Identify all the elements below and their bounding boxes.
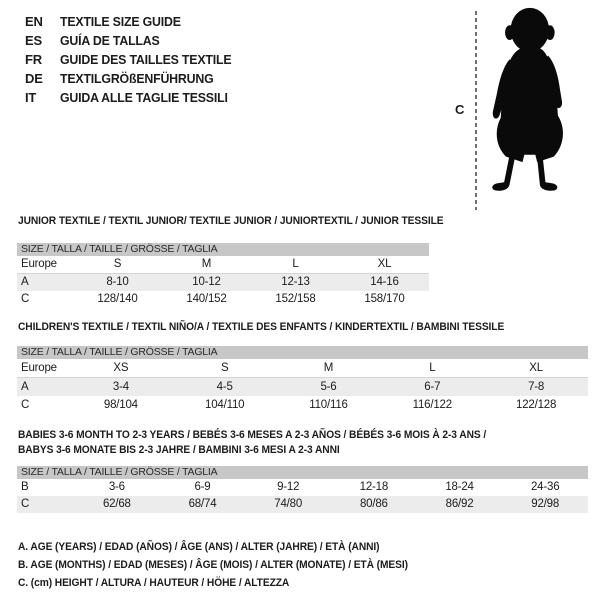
size-cell: 24-36: [530, 481, 560, 493]
language-label: TEXTILGRÖßENFÜHRUNG: [60, 71, 214, 86]
size-cell: 12-18: [359, 481, 389, 493]
language-title-list: [25, 12, 240, 107]
language-row: [25, 12, 240, 31]
size-cell: M: [323, 362, 334, 374]
language-label: GUIDE DES TAILLES TEXTILE: [60, 52, 232, 67]
size-table-header-bar: SIZE / TALLA / TAILLE / GRÖSSE / TAGLIA: [17, 466, 588, 479]
language-label: GUÍA DE TALLAS: [60, 33, 160, 48]
language-code: IT: [25, 90, 37, 105]
language-label: TEXTILE SIZE GUIDE: [60, 14, 181, 29]
size-cell: L: [429, 362, 436, 374]
size-cell: 86/92: [445, 498, 474, 510]
size-cell: 122/128: [516, 399, 557, 411]
size-cell: 6-7: [424, 381, 441, 393]
size-cell: 152/158: [275, 293, 316, 305]
size-cell: 68/74: [188, 498, 217, 510]
language-row: [25, 50, 240, 69]
size-cell: S: [113, 258, 122, 270]
size-cell: 74/80: [274, 498, 303, 510]
height-measure-label: C: [455, 102, 465, 117]
section-title-children: CHILDREN'S TEXTILE / TEXTIL NIÑO/A / TEXTILE DES ENFANTS / KINDERTEXTIL / BAMBINI TESSILE: [18, 321, 505, 333]
size-cell: 12-13: [281, 276, 310, 288]
note-line-b: B. AGE (MONTHS) / EDAD (MESES) / ÂGE (MOIS) / ALTER (MONATE) / ETÀ (MESI): [18, 559, 408, 571]
size-cell: 6-9: [194, 481, 211, 493]
size-cell: 14-16: [370, 276, 399, 288]
row-label-cell: B: [21, 481, 29, 493]
size-cell: XS: [113, 362, 129, 374]
size-cell: 80/86: [359, 498, 388, 510]
language-code: DE: [25, 71, 43, 86]
size-table-header-bar: SIZE / TALLA / TAILLE / GRÖSSE / TAGLIA: [17, 243, 429, 256]
language-label: GUIDA ALLE TAGLIE TESSILI: [60, 90, 228, 105]
junior-size-table: [17, 243, 429, 308]
table-row-age: [17, 479, 588, 496]
table-row-age: [17, 378, 588, 396]
row-label-cell: Europe: [21, 258, 57, 270]
size-cell: 62/68: [102, 498, 131, 510]
size-cell: 92/98: [531, 498, 560, 510]
table-row-height: [17, 396, 588, 414]
baby-silhouette-icon: [482, 6, 574, 213]
table-row-height: [17, 496, 588, 513]
legend-notes: [18, 538, 437, 592]
size-cell: 104/110: [205, 399, 245, 411]
row-label-cell: C: [21, 399, 30, 411]
size-cell: XL: [377, 258, 392, 270]
size-table-header-bar: SIZE / TALLA / TAILLE / GRÖSSE / TAGLIA: [17, 346, 588, 359]
note-line-c: C. (cm) HEIGHT / ALTURA / HAUTEUR / HÖHE / ALTEZZA: [18, 577, 290, 589]
size-cell: 7-8: [528, 381, 545, 393]
size-cell: L: [292, 258, 299, 270]
size-cell: 5-6: [320, 381, 337, 393]
size-cell: 8-10: [106, 276, 129, 288]
children-size-table: [17, 346, 588, 414]
table-row-europe: [17, 256, 429, 274]
size-cell: 9-12: [277, 481, 300, 493]
size-cell: 3-6: [108, 481, 125, 493]
babies-size-table: [17, 466, 588, 513]
language-row: [25, 69, 240, 88]
size-cell: 128/140: [97, 293, 138, 305]
note-line-a: A. AGE (YEARS) / EDAD (AÑOS) / ÂGE (ANS) / ALTER (JAHRE) / ETÀ (ANNI): [18, 541, 380, 553]
section-title-junior: JUNIOR TEXTILE / TEXTIL JUNIOR/ TEXTILE JUNIOR / JUNIORTEXTIL / JUNIOR TESSILE: [18, 215, 444, 227]
language-code: ES: [25, 33, 42, 48]
size-cell: 140/152: [186, 293, 227, 305]
language-code: FR: [25, 52, 42, 67]
row-label-cell: A: [21, 381, 29, 393]
table-row-height: [17, 291, 429, 308]
size-cell: 4-5: [216, 381, 233, 393]
size-cell: M: [201, 258, 212, 270]
row-label-cell: A: [21, 276, 29, 288]
size-cell: S: [220, 362, 229, 374]
language-code: EN: [25, 14, 43, 29]
row-label-cell: C: [21, 498, 30, 510]
section-title-line: BABIES 3-6 MONTH TO 2-3 YEARS / BEBÉS 3-6 MESES A 2-3 AÑOS / BÉBÉS 3-6 MOIS À 2-3 ANS /: [18, 429, 487, 441]
row-label-cell: Europe: [21, 362, 57, 374]
size-cell: 98/104: [103, 399, 138, 411]
size-cell: 3-4: [112, 381, 129, 393]
language-row: [25, 31, 240, 50]
size-cell: 158/170: [364, 293, 405, 305]
row-label-cell: C: [21, 293, 30, 305]
section-title-babies: [18, 428, 521, 458]
size-cell: XL: [529, 362, 543, 374]
language-row: [25, 88, 240, 107]
table-row-europe: [17, 359, 588, 378]
size-cell: 116/122: [412, 399, 452, 411]
size-cell: 10-12: [192, 276, 221, 288]
size-cell: 18-24: [445, 481, 474, 493]
section-title-line: BABYS 3-6 MONATE BIS 2-3 JAHRE / BAMBINI 3-6 MESI A 2-3 ANNI: [18, 444, 340, 456]
height-measure-dashed-line: [475, 11, 477, 210]
table-row-age: [17, 274, 429, 291]
size-cell: 110/116: [309, 399, 348, 411]
